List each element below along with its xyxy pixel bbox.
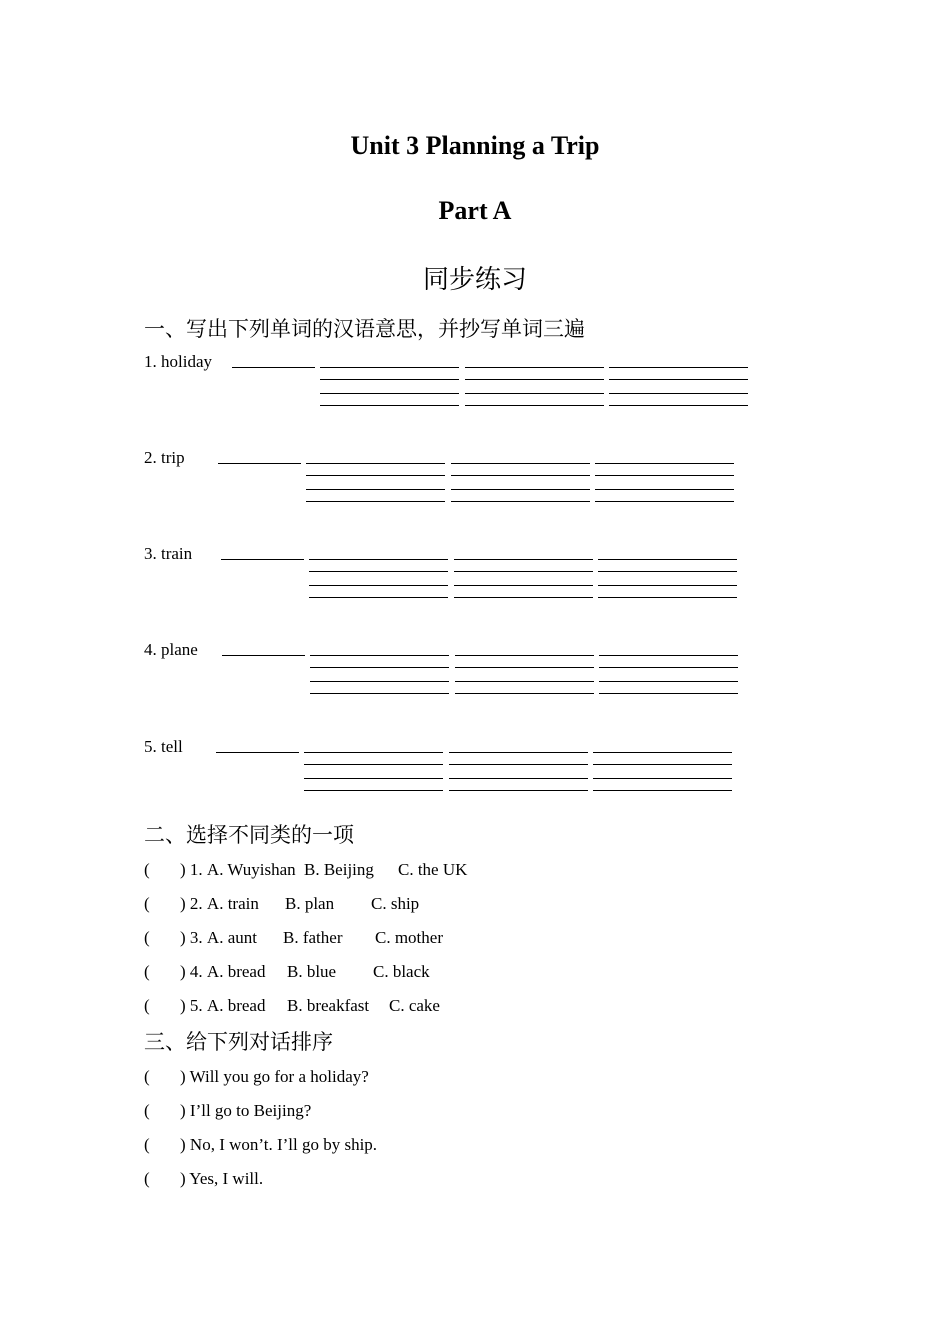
option-a: A. train (206, 894, 259, 913)
subtitle: 同步练习 (422, 265, 527, 295)
answer-paren[interactable]: ( (144, 928, 150, 947)
copy-line[interactable] (593, 778, 732, 779)
copy-line[interactable] (595, 489, 734, 490)
question-number: ) 5. (180, 996, 203, 1015)
copy-line[interactable] (304, 764, 443, 765)
word-label: 3. train (144, 544, 193, 563)
copy-line[interactable] (451, 501, 590, 502)
copy-line[interactable] (310, 667, 449, 668)
meaning-blank[interactable] (218, 463, 301, 464)
meaning-blank[interactable] (216, 752, 299, 753)
copy-line[interactable] (595, 475, 734, 476)
section1-heading: 一、写出下列单词的汉语意思，并抄写单词三遍 (144, 317, 585, 341)
option-b: B. blue (287, 962, 337, 981)
dialogue-line (144, 1067, 369, 1087)
copy-line[interactable] (306, 463, 445, 464)
option-c: C. mother (375, 928, 443, 947)
copy-line[interactable] (598, 571, 737, 572)
copy-line[interactable] (593, 764, 732, 765)
option-c: C. cake (389, 996, 440, 1015)
copy-line[interactable] (304, 752, 443, 753)
copy-line[interactable] (309, 559, 448, 560)
copy-line[interactable] (599, 655, 738, 656)
copy-line[interactable] (465, 379, 604, 380)
copy-line[interactable] (455, 681, 594, 682)
copy-line[interactable] (455, 667, 594, 668)
option-c: C. ship (371, 894, 420, 913)
copy-line[interactable] (449, 790, 588, 791)
answer-paren[interactable]: ( (144, 962, 150, 981)
copy-line[interactable] (306, 501, 445, 502)
dialogue-line (144, 1101, 311, 1121)
option-b: B. Beijing (304, 860, 374, 879)
word-label: 1. holiday (144, 352, 212, 371)
copy-line[interactable] (465, 405, 604, 406)
copy-line[interactable] (455, 655, 594, 656)
copy-line[interactable] (304, 790, 443, 791)
copy-line[interactable] (309, 585, 448, 586)
copy-line[interactable] (320, 405, 459, 406)
copy-line[interactable] (309, 597, 448, 598)
page-title: Unit 3 Planning a Trip (350, 131, 600, 160)
copy-line[interactable] (609, 393, 748, 394)
meaning-blank[interactable] (232, 367, 315, 368)
copy-line[interactable] (451, 475, 590, 476)
answer-paren[interactable]: ( (144, 1135, 150, 1154)
copy-line[interactable] (593, 752, 732, 753)
copy-line[interactable] (598, 597, 737, 598)
option-a: A. bread (206, 996, 266, 1015)
copy-line[interactable] (455, 693, 594, 694)
option-a: A. Wuyishan (206, 860, 296, 879)
copy-line[interactable] (320, 393, 459, 394)
answer-paren[interactable]: ( (144, 996, 150, 1015)
copy-line[interactable] (451, 463, 590, 464)
section3-heading: 三、给下列对话排序 (144, 1030, 333, 1054)
dialogue-text: ) Will you go for a holiday? (180, 1067, 369, 1086)
copy-line[interactable] (599, 681, 738, 682)
word-label: 5. tell (144, 737, 183, 756)
copy-line[interactable] (595, 501, 734, 502)
question-number: ) 2. (180, 894, 203, 913)
answer-paren[interactable]: ( (144, 860, 150, 879)
meaning-blank[interactable] (221, 559, 304, 560)
question-number: ) 4. (180, 962, 203, 981)
copy-line[interactable] (599, 667, 738, 668)
section2-heading: 二、选择不同类的一项 (144, 823, 354, 847)
copy-line[interactable] (310, 693, 449, 694)
copy-line[interactable] (593, 790, 732, 791)
option-a: A. aunt (206, 928, 257, 947)
question-row (144, 860, 644, 880)
copy-line[interactable] (320, 379, 459, 380)
copy-line[interactable] (310, 655, 449, 656)
meaning-blank[interactable] (222, 655, 305, 656)
dialogue-text: ) I’ll go to Beijing? (180, 1101, 312, 1120)
copy-line[interactable] (306, 489, 445, 490)
question-row (144, 962, 644, 982)
option-a: A. bread (206, 962, 266, 981)
copy-line[interactable] (595, 463, 734, 464)
copy-line[interactable] (609, 379, 748, 380)
dialogue-line (144, 1135, 377, 1155)
copy-line[interactable] (449, 752, 588, 753)
copy-line[interactable] (598, 559, 737, 560)
question-number: ) 1. (180, 860, 203, 879)
option-c: C. black (373, 962, 430, 981)
copy-line[interactable] (454, 597, 593, 598)
copy-line[interactable] (599, 693, 738, 694)
copy-line[interactable] (320, 367, 459, 368)
copy-line[interactable] (465, 367, 604, 368)
dialogue-text: ) Yes, I will. (180, 1169, 264, 1188)
question-row (144, 928, 644, 948)
copy-line[interactable] (609, 405, 748, 406)
option-b: B. plan (285, 894, 335, 913)
copy-line[interactable] (454, 585, 593, 586)
dialogue-text: ) No, I won’t. I’ll go by ship. (180, 1135, 378, 1154)
copy-line[interactable] (306, 475, 445, 476)
part-title: Part A (438, 196, 512, 225)
question-row (144, 894, 644, 914)
copy-line[interactable] (449, 778, 588, 779)
question-number: ) 3. (180, 928, 203, 947)
word-label: 4. plane (144, 640, 198, 659)
option-b: B. father (283, 928, 343, 947)
copy-line[interactable] (310, 681, 449, 682)
answer-paren[interactable]: ( (144, 1101, 150, 1120)
copy-line[interactable] (449, 764, 588, 765)
copy-line[interactable] (451, 489, 590, 490)
copy-line[interactable] (454, 571, 593, 572)
copy-line[interactable] (454, 559, 593, 560)
dialogue-line (144, 1169, 263, 1189)
copy-line[interactable] (609, 367, 748, 368)
copy-line[interactable] (598, 585, 737, 586)
word-label: 2. trip (144, 448, 185, 467)
answer-paren[interactable]: ( (144, 894, 150, 913)
answer-paren[interactable]: ( (144, 1169, 150, 1188)
option-c: C. the UK (398, 860, 468, 879)
answer-paren[interactable]: ( (144, 1067, 150, 1086)
question-row (144, 996, 644, 1016)
copy-line[interactable] (465, 393, 604, 394)
copy-line[interactable] (304, 778, 443, 779)
option-b: B. breakfast (287, 996, 370, 1015)
copy-line[interactable] (309, 571, 448, 572)
